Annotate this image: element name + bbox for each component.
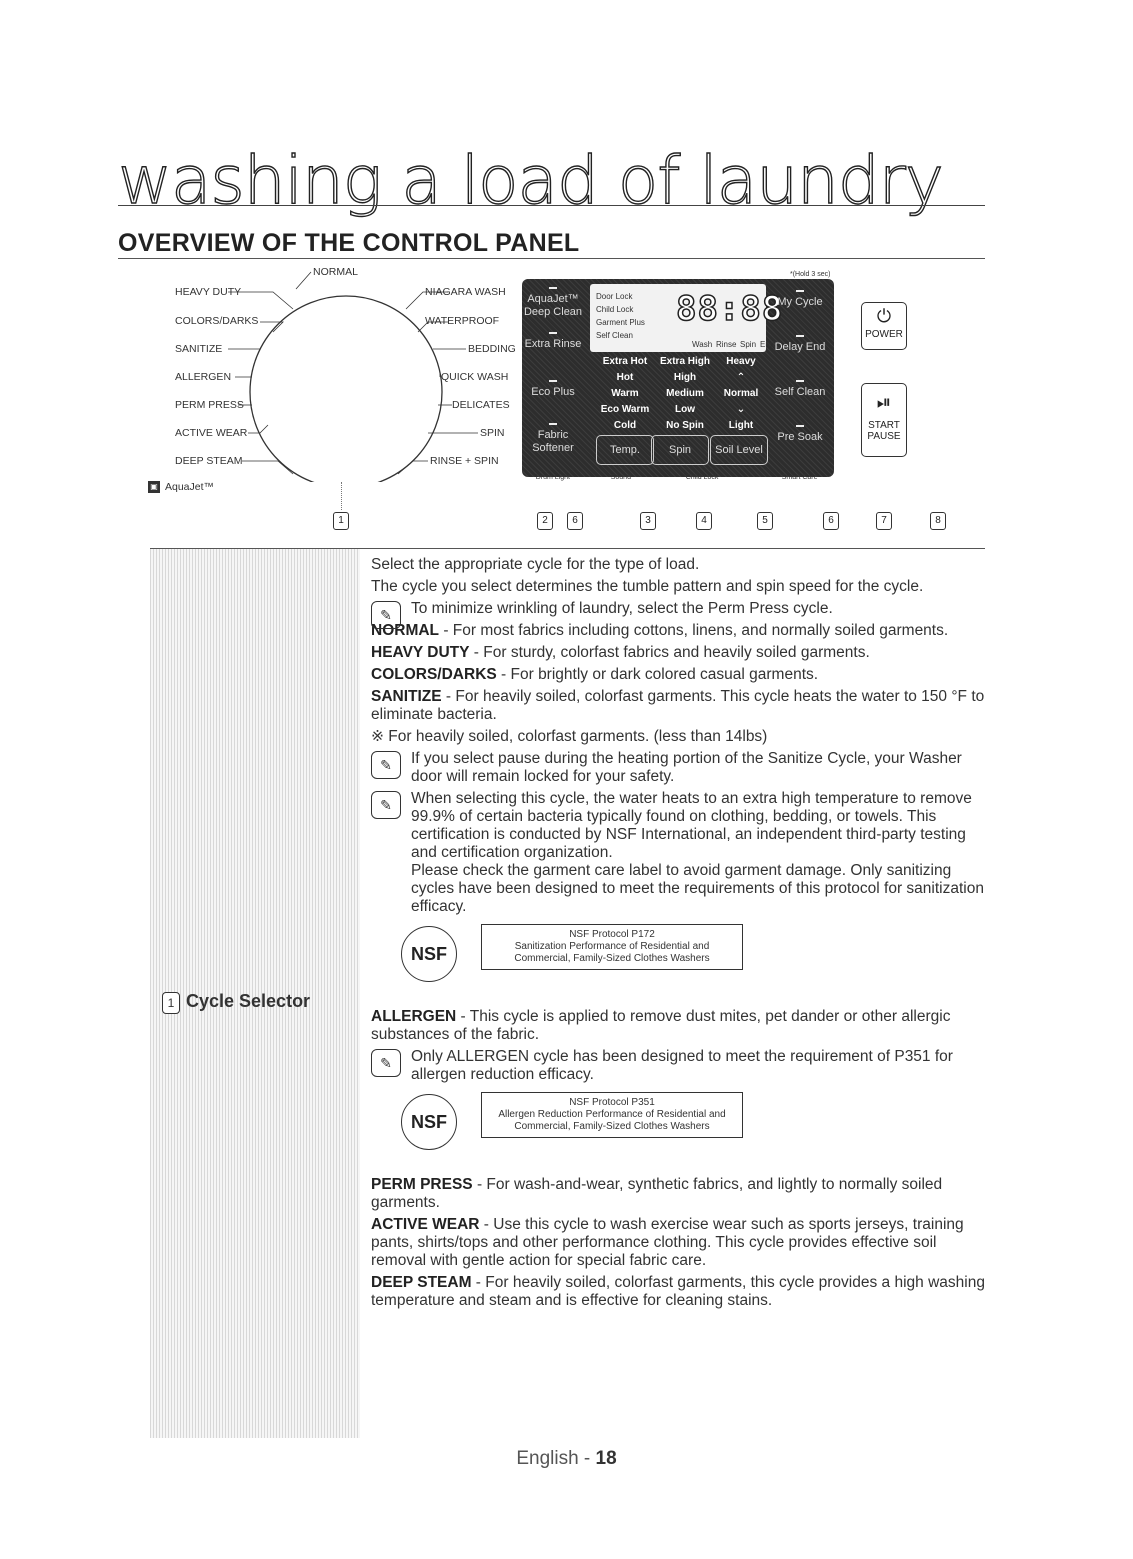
child-lock-label: *Child Lock bbox=[683, 474, 719, 481]
page-footer: English - 18 bbox=[516, 1448, 617, 1469]
stage-rinse: Rinse bbox=[716, 340, 737, 349]
intro-text-2: The cycle you select determines the tumble pattern and spin speed for the cycle. bbox=[371, 578, 924, 595]
heavy-duty-entry: HEAVY DUTY - For sturdy, colorfast fabrics and heavily soiled garments. bbox=[371, 644, 870, 661]
deep-steam-entry: DEEP STEAM - For heavily soiled, colorfast garments, this cycle provides a high washing temperature and steam and is effective for cleaning stains. bbox=[371, 1274, 985, 1309]
note-1: ✎ To minimize wrinkling of laundry, select the Perm Press cycle. bbox=[371, 600, 991, 618]
temp-options: Extra Hot Hot Warm Eco Warm Cold bbox=[600, 356, 650, 431]
sidebar-number: 1 bbox=[162, 992, 180, 1014]
dial-label-normal: NORMAL bbox=[313, 266, 358, 278]
eco-plus-button[interactable]: Eco Plus bbox=[523, 380, 583, 399]
normal-entry: NORMAL - For most fabrics including cottons, linens, and normally soiled garments. bbox=[371, 622, 949, 639]
power-button[interactable]: ⏻ POWER bbox=[861, 302, 907, 350]
section-heading: OVERVIEW OF THE CONTROL PANEL bbox=[118, 229, 580, 257]
nsf-p172 bbox=[401, 924, 991, 994]
nsf-logo: NSF bbox=[401, 1094, 457, 1150]
aquajet-deep-clean-button[interactable]: AquaJet™ Deep Clean bbox=[523, 287, 583, 318]
active-wear-entry: ACTIVE WEAR - Use this cycle to wash exercise wear such as sports jerseys, training pants, shirts/tops and other performance clothing. This cycle provides effective soil removal with gentle action for special fabric care. bbox=[371, 1216, 964, 1269]
page-number: 18 bbox=[595, 1448, 617, 1469]
callout-1: 1 bbox=[333, 512, 349, 530]
content bbox=[371, 556, 991, 1314]
delay-end-button[interactable]: Delay End bbox=[770, 335, 830, 354]
callout-7: 7 bbox=[876, 512, 892, 530]
callout-3: 3 bbox=[640, 512, 656, 530]
soil-level-button[interactable]: Soil Level bbox=[710, 435, 768, 465]
sidebar-title: 1 Cycle Selector bbox=[162, 991, 310, 1014]
my-cycle-button[interactable]: My Cycle bbox=[770, 290, 830, 309]
callout-2: 2 bbox=[537, 512, 553, 530]
callout-5: 5 bbox=[757, 512, 773, 530]
dial-label-active-wear: ACTIVE WEAR bbox=[175, 427, 248, 439]
dial-label-delicates: DELICATES bbox=[452, 399, 510, 411]
dial-label-waterproof: WATERPROOF bbox=[425, 315, 500, 327]
spin-button[interactable]: Spin bbox=[651, 435, 709, 465]
note-2: ✎ If you select pause during the heating portion of the Sanitize Cycle, your Washer door will remain locked for your safety. bbox=[371, 750, 991, 786]
dial-label-colors-darks: COLORS/DARKS bbox=[175, 315, 259, 327]
nsf-p351 bbox=[401, 1092, 991, 1162]
temp-button[interactable]: Temp. bbox=[596, 435, 654, 465]
play-pause-icon: ⏯ bbox=[876, 392, 892, 412]
fabric-softener-button[interactable]: Fabric Softener bbox=[523, 423, 583, 454]
note-icon: ✎ bbox=[371, 751, 401, 779]
garment-plus-indicator: Garment Plus bbox=[596, 318, 645, 327]
dial-label-quick-wash: QUICK WASH bbox=[441, 371, 509, 383]
dial-label-perm-press: PERM PRESS bbox=[175, 399, 244, 411]
dial-label-deep-steam: DEEP STEAM bbox=[175, 455, 243, 467]
callout-line bbox=[341, 482, 342, 510]
stage-wash: Wash bbox=[692, 340, 713, 349]
nsf-p172-box: NSF Protocol P172 Sanitization Performance of Residential and Commercial, Family-Sized Clothes Washers bbox=[481, 924, 743, 970]
callout-6b: 6 bbox=[823, 512, 839, 530]
up-arrow-icon: ⌃ bbox=[736, 372, 746, 383]
colors-darks-entry: COLORS/DARKS - For brightly or dark colored casual garments. bbox=[371, 666, 819, 683]
dial-label-heavy-duty: HEAVY DUTY bbox=[175, 286, 242, 298]
smart-care-label: *Smart Care bbox=[779, 474, 818, 481]
pre-soak-button[interactable]: Pre Soak bbox=[770, 425, 830, 444]
perm-press-entry: PERM PRESS - For wash-and-wear, synthetic fabrics, and lightly to normally soiled garments. bbox=[371, 1176, 943, 1211]
dial-label-rinse-spin: RINSE + SPIN bbox=[430, 455, 499, 467]
drum-light-label: *Drum Light bbox=[533, 474, 570, 481]
sanitize-entry: SANITIZE - For heavily soiled, colorfast garments. This cycle heats the water to 150 °F to eliminate bacteria. bbox=[371, 688, 985, 723]
note-icon: ✎ bbox=[371, 1049, 401, 1077]
self-clean-indicator: Self Clean bbox=[596, 331, 633, 340]
stage-spin: Spin bbox=[740, 340, 757, 349]
power-icon: ⏻ bbox=[876, 306, 892, 326]
aquajet-icon: ▣ bbox=[148, 481, 160, 493]
section-rule bbox=[118, 258, 985, 259]
start-pause-button[interactable]: ⏯ START PAUSE bbox=[861, 383, 907, 457]
sound-label: *Sound bbox=[608, 474, 631, 481]
callout-8: 8 bbox=[930, 512, 946, 530]
child-lock-indicator: Child Lock bbox=[596, 305, 634, 314]
callout-4: 4 bbox=[696, 512, 712, 530]
time-display: 88:88 bbox=[676, 289, 784, 329]
title-rule bbox=[118, 205, 985, 206]
hold-note: *(Hold 3 sec) bbox=[790, 271, 831, 278]
note-icon: ✎ bbox=[371, 791, 401, 819]
intro-text-1: Select the appropriate cycle for the type of load. bbox=[371, 556, 700, 573]
aquajet-label: AquaJet™ bbox=[165, 481, 215, 493]
allergen-entry: ALLERGEN - This cycle is applied to remove dust mites, pet dander or other allergic substances of the fabric. bbox=[371, 1008, 951, 1043]
dial-label-spin: SPIN bbox=[480, 427, 505, 439]
dial-label-bedding: BEDDING bbox=[468, 343, 516, 355]
nsf-p351-box: NSF Protocol P351 Allergen Reduction Performance of Residential and Commercial, Family-Sized Clothes Washers bbox=[481, 1092, 743, 1138]
stage-end: End bbox=[760, 340, 775, 349]
door-lock-indicator: Door Lock bbox=[596, 292, 633, 301]
page-title: washing a load of laundry bbox=[118, 142, 943, 219]
dial-label-sanitize: SANITIZE bbox=[175, 343, 223, 355]
note-4: ✎ Only ALLERGEN cycle has been designed to meet the requirement of P351 for allergen reduction efficacy. bbox=[371, 1048, 991, 1084]
extra-rinse-button[interactable]: Extra Rinse bbox=[523, 332, 583, 351]
down-arrow-icon: ⌄ bbox=[736, 404, 746, 415]
dial-label-niagara-wash: NIAGARA WASH bbox=[425, 286, 506, 298]
soil-options: Heavy ⌃ Normal ⌄ Light bbox=[706, 354, 776, 434]
note-3: ✎ When selecting this cycle, the water heats to an extra high temperature to remove 99.9% of certain bacteria typically found on clothing, bedding, or towels. This certification is conducted by NSF International, an independent third-party testing and certification organization. Please check the garment care label to avoid garment damage. Only sanitizing cycles have been designed to meet the requirements of this protocol for sanitization efficacy. bbox=[371, 790, 991, 916]
callout-6a: 6 bbox=[567, 512, 583, 530]
spin-options: Extra High High Medium Low No Spin bbox=[659, 356, 710, 431]
sanitize-star-note: ※ For heavily soiled, colorfast garments. (less than 14lbs) bbox=[371, 728, 768, 745]
nsf-logo: NSF bbox=[401, 926, 457, 982]
note-icon: ✎ bbox=[371, 601, 401, 629]
self-clean-button[interactable]: Self Clean bbox=[770, 380, 830, 399]
dial-label-allergen: ALLERGEN bbox=[175, 371, 232, 383]
